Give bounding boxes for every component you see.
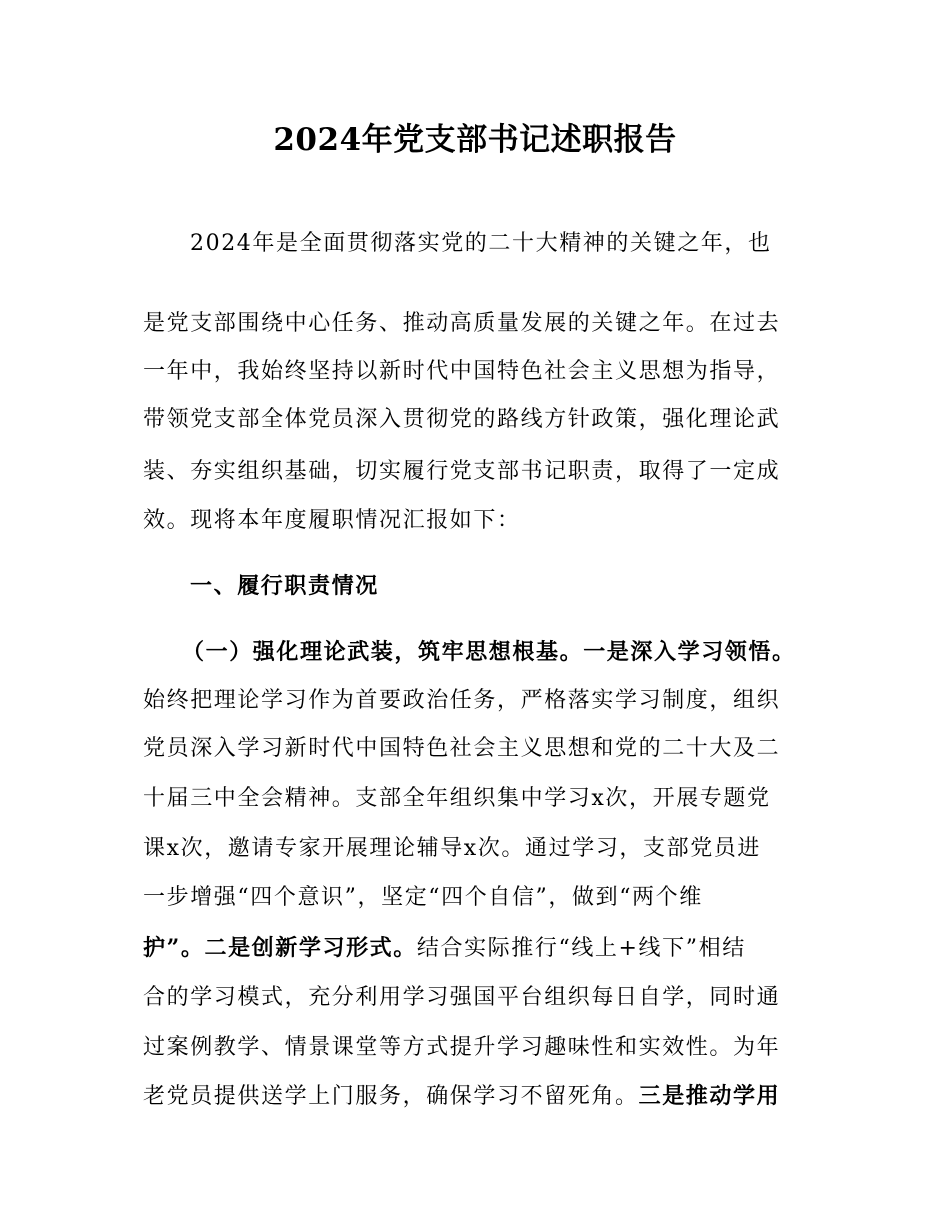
line-prefix: 老党员提供送学上门服务，确保学习不留死角。 [143,1084,639,1109]
line-prefix: 护”。 [143,935,205,961]
point-title: 一是深入学习领悟。 [583,639,796,665]
paragraph-line: 2024年是全面贯彻落实党的二十大精神的关键之年，也 [190,231,772,256]
paragraph-line: 带领党支部全体党员深入贯彻党的路线方针政策，强化理论武 [143,407,781,432]
subsection-heading: （一）强化理论武装，筑牢思想根基。 [182,639,584,665]
paragraph-line: 装、夯实组织基础，切实履行党支部书记职责，取得了一定成 [143,459,781,484]
paragraph-line [143,932,746,965]
point-title: 二是创新学习形式。 [204,935,417,961]
line-suffix: 结合实际推行“线上+线下”相结 [416,936,746,961]
paragraph-line: 党员深入学习新时代中国特色社会主义思想和党的二十大及二 [143,736,781,761]
paragraph-line: 课x次，邀请专家开展理论辅导x次。通过学习，支部党员进 [143,836,762,861]
paragraph-line [143,1080,780,1113]
paragraph-line: 合的学习模式，充分利用学习强国平台组织每日自学，同时通 [143,985,781,1010]
section-heading: 一、履行职责情况 [190,573,379,599]
subsection-heading-line [182,636,796,668]
paragraph-line: 效。现将本年度履职情况汇报如下： [143,508,521,533]
document-title: 2024年党支部书记述职报告 [273,122,677,158]
paragraph-line: 过案例教学、情景课堂等方式提升学习趣味性和实效性。为年 [143,1035,781,1060]
point-title: 三是推动学用 [638,1083,781,1109]
paragraph-line: 一步增强“四个意识”，坚定“四个自信”，做到“两个维 [143,885,703,910]
paragraph-line: 十届三中全会精神。支部全年组织集中学习x次，开展专题党 [143,786,771,811]
paragraph-line: 是党支部围绕中心任务、推动高质量发展的关键之年。在过去 [143,311,781,336]
paragraph-line: 一年中，我始终坚持以新时代中国特色社会主义思想为指导， [143,359,781,384]
paragraph-line: 始终把理论学习作为首要政治任务，严格落实学习制度，组织 [143,688,781,713]
